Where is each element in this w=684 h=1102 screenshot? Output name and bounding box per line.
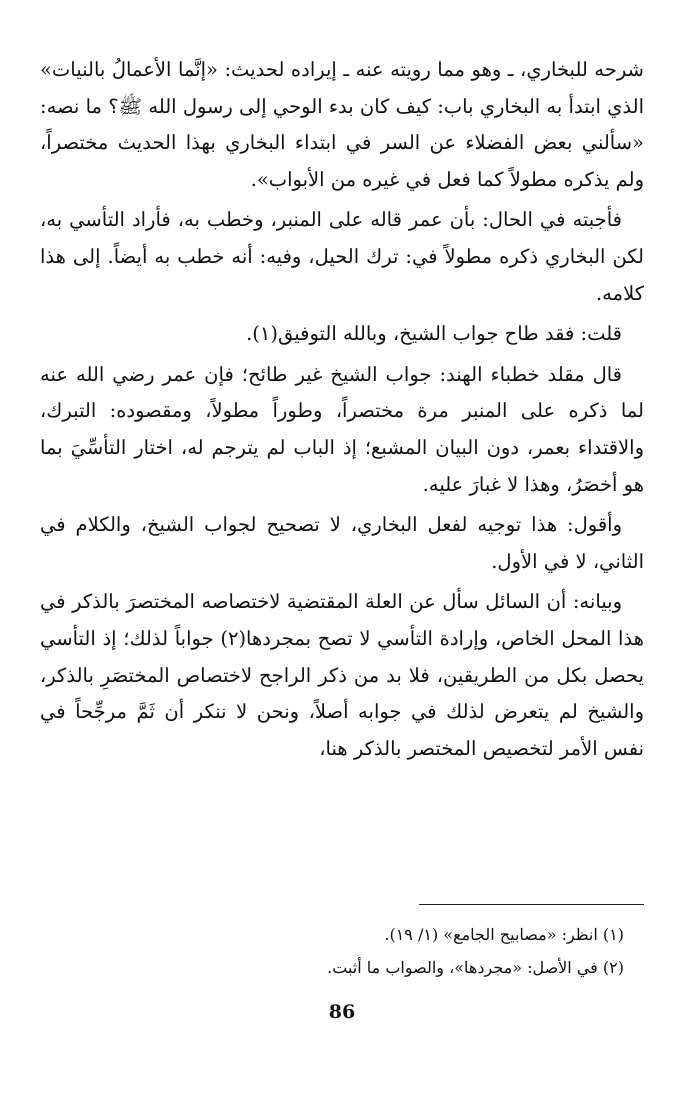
footnote-2: (٢) في الأصل: «مجردها»، والصواب ما أثبت. [327,958,624,977]
paragraph-continuation: شرحه للبخاري، ـ وهو مما رويته عنه ـ إيراده لحديث: «إنَّما الأعمالُ بالنيات» الذي ابتدأ به البخاري باب: كيف كان بدء الوحي إلى رسول الله ﷺ؟ ما نصه: «سألني بعض الفضلاء عن السر في ابتداء البخاري بهذا الحديث مختصراً، ولم يذكره مطولاً كما فعل في غيره من الأبواب». [40,58,644,191]
footnote-separator [419,904,644,905]
footnote-1: (١) انظر: «مصابيح الجامع» (١/ ١٩). [384,925,624,944]
footnotes [40,918,624,984]
paragraph-quote: قال مقلد خطباء الهند: جواب الشيخ غير طائح؛ فإن عمر رضي الله عنه لما ذكره على المنبر مرة مختصراً، وطوراً مطولاً، ومقصوده: التبرك، والاقتداء بعمر، دون البيان المشبع؛ إذ الباب لم يترجم له، اختار التأسِّيَ بما هو أخصَرُ، وهذا لا غبارَ عليه. [40,362,644,496]
paragraph-explanation: وبيانه: أن السائل سأل عن العلة المقتضية لاختصاصه المختصرَ بالذكر في هذا المحل الخاص، وإرادة التأسي لا تصح بمجردها(٢) جواباً لذلك؛ إذ التأسي يحصل بكل من الطريقين، فلا بد من ذكر الراجح لاختصاص المختصَرِ بالذكر، والشيخ لم يتعرض لذلك في جوابه أصلاً، ونحن لا ننكر أن ثَمَّ مرجِّحاً في نفس الأمر لتخصيص المختصر بالذكر هنا، [40,590,644,760]
paragraph-remark: قلت: فقد طاح جواب الشيخ، وبالله التوفيق(١). [246,322,622,346]
paragraph-answer: فأجبته في الحال: بأن عمر قاله على المنبر، وخطب به، فأراد التأسي به، لكن البخاري ذكره مطولاً في: ترك الحيل، وفيه: أنه خطب به أيضاً. إلى هذا كلامه. [40,208,644,305]
main-text [40,52,644,771]
page-number: 86 [328,1001,356,1023]
paragraph-reply: وأقول: هذا توجيه لفعل البخاري، لا تصحيح لجواب الشيخ، والكلام في الثاني، لا في الأول. [40,513,644,573]
